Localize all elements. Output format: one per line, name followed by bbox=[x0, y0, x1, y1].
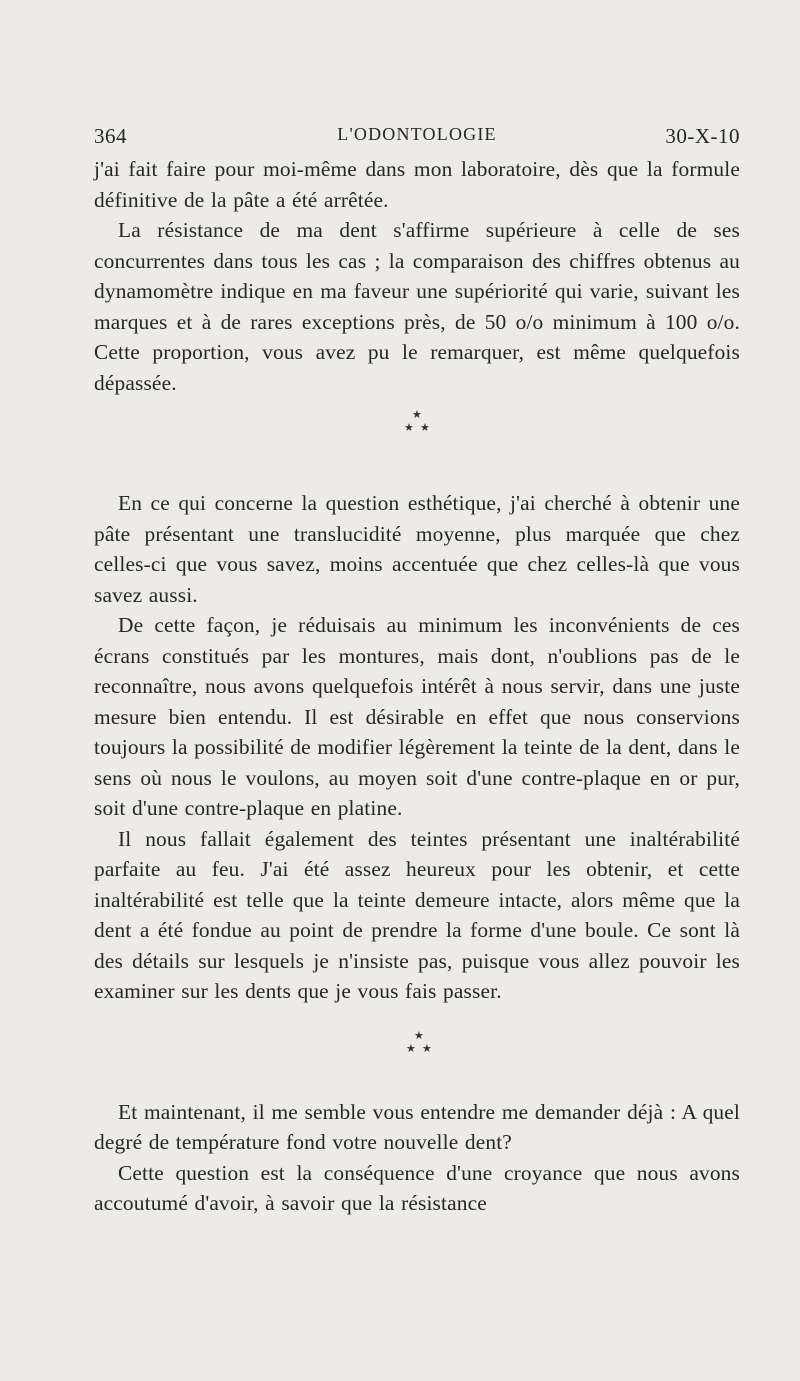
paragraph: j'ai fait faire pour moi-même dans mon laboratoire, dès que la formule définitive de la pâte a été arrêtée. bbox=[94, 157, 740, 212]
running-header bbox=[94, 120, 740, 154]
asterism-star-icon: ★ bbox=[406, 1042, 416, 1055]
paragraph: Et maintenant, il me semble vous entendre me demander déjà : A quel degré de température fond votre nouvelle dent? bbox=[94, 1099, 740, 1154]
page-number: 364 bbox=[94, 124, 127, 148]
issue-date: 30-X-10 bbox=[665, 124, 740, 148]
asterism-star-icon: ★ bbox=[412, 409, 422, 421]
section-break-asterism bbox=[94, 398, 740, 488]
paragraph: De cette façon, je réduisais au minimum les inconvénients de ces écrans constitués par les montures, mais dont, n'oublions pas de le reconnaître, nous avons quelquefois intérêt à nous servir, dans une juste mesure bien entendu. Il est désirable en effet que nous conservions toujours la possibilité de modifier légèrement la teinte de la dent, dans le sens où nous le voulons, au moyen soit d'une contre-plaque en or pur, soit d'une contre-plaque en platine. bbox=[94, 613, 740, 820]
asterism-star-icon: ★ bbox=[404, 422, 414, 434]
book-page bbox=[94, 120, 740, 1219]
asterism-star-icon: ★ bbox=[420, 422, 430, 434]
asterism-star-icon: ★ bbox=[422, 1042, 432, 1055]
journal-title: L'ODONTOLOGIE bbox=[337, 124, 497, 144]
paragraph: En ce qui concerne la question esthétique, j'ai cherché à obtenir une pâte présentant une translucidité moyenne, plus marquée que chez celles-ci que vous savez, moins accentuée que chez celles-là que vous savez aussi. bbox=[94, 491, 740, 607]
paragraph: Cette question est la conséquence d'une croyance que nous avons accoutumé d'avoir, à savoir que la résistance bbox=[94, 1160, 740, 1215]
asterism-star-icon: ★ bbox=[414, 1029, 424, 1042]
body-text bbox=[94, 154, 740, 1219]
paragraph: Il nous fallait également des teintes présentant une inaltérabilité parfaite au feu. J'ai été assez heureux pour les obtenir, et cette inaltérabilité est telle que la teinte demeure intacte, alors même que la dent a été fondue au point de prendre la forme d'une boule. Ce sont là des détails sur lesquels je n'insiste pas, puisque vous allez pouvoir les examiner sur les dents que je vous fais passer. bbox=[94, 826, 740, 1003]
section-break-asterism bbox=[94, 1007, 740, 1097]
paragraph: La résistance de ma dent s'affirme supérieure à celle de ses concurrentes dans tous les cas ; la comparaison des chiffres obtenus au dynamomètre indique en ma faveur une supériorité qui varie, suivant les marques et à de rares exceptions près, de 50 o/o minimum à 100 o/o. Cette proportion, vous avez pu le remarquer, est même quelquefois dépassée. bbox=[94, 218, 740, 395]
